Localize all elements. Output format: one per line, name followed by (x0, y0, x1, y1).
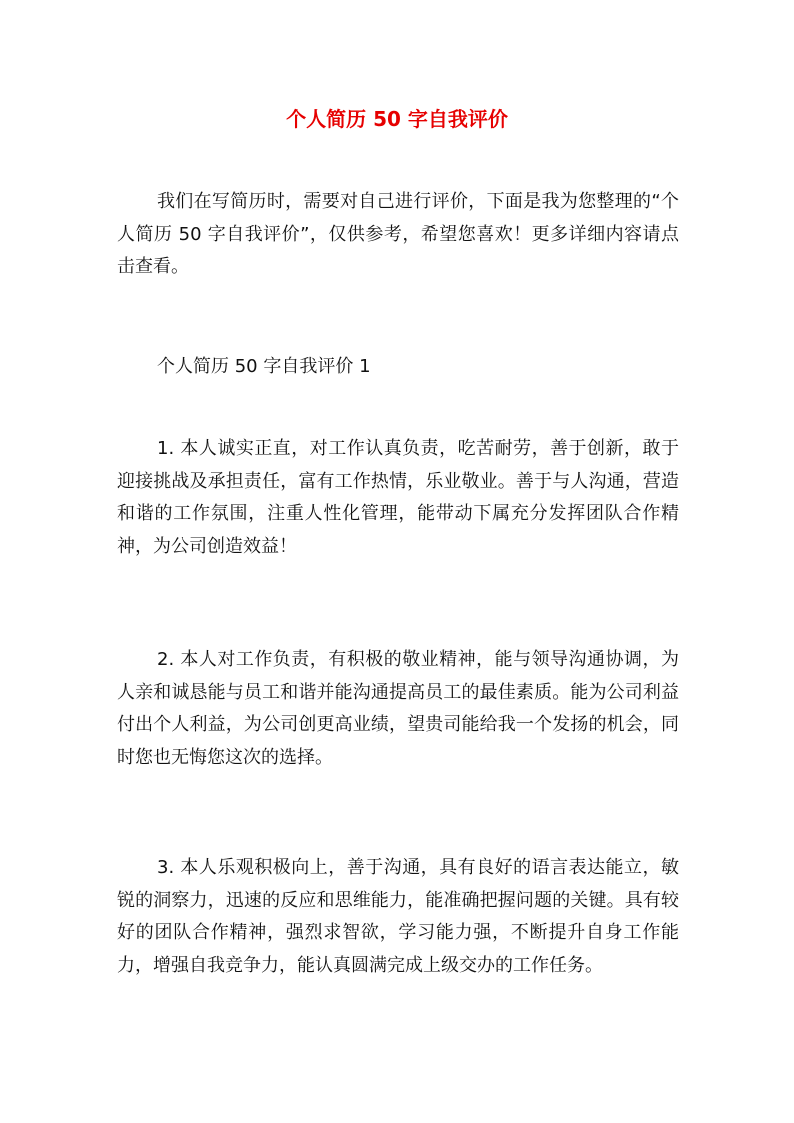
list-item: 3. 本人乐观积极向上，善于沟通，具有良好的语言表达能立，敏锐的洞察力，迅速的反应和思维能力，能准确把握问题的关键。具有较好的团队合作精神，强烈求智欲，学习能力强，不断提升自身工作能力，增强自我竞争力，能认真圆满完成上级交办的工作任务。 (117, 857, 679, 976)
section-heading: 个人简历 50 字自我评价 1 (157, 356, 371, 377)
list-item: 2. 本人对工作负责，有积极的敬业精神，能与领导沟通协调，为人亲和诚恳能与员工和谐并能沟通提高员工的最佳素质。能为公司利益付出个人利益，为公司创更高业绩，望贵司能给我一个发扬的机会，同时您也无悔您这次的选择。 (117, 649, 679, 768)
list-item: 1. 本人诚实正直，对工作认真负责，吃苦耐劳，善于创新，敢于迎接挑战及承担责任，富有工作热情，乐业敬业。善于与人沟通，营造和谐的工作氛围，注重人性化管理，能带动下属充分发挥团队合作精神，为公司创造效益！ (117, 438, 679, 557)
page-title: 个人简历 50 字自我评价 (286, 107, 508, 131)
intro-paragraph: 我们在写简历时，需要对自己进行评价，下面是我为您整理的“个人简历 50 字自我评价”，仅供参考，希望您喜欢！更多详细内容请点击查看。 (117, 191, 679, 277)
